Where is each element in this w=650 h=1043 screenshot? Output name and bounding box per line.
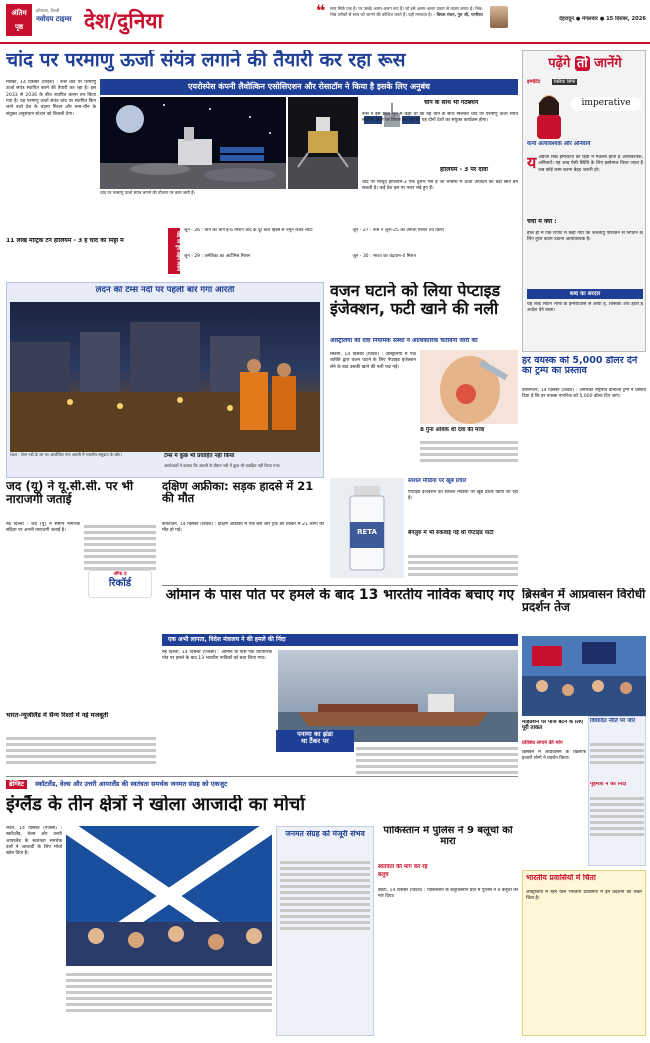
timeline-item: जून - 29 : अमेरिका का आर्टेमिस मिशन — [184, 253, 251, 259]
dose-subhead: 8 गुना अधिक थी दवा की मात्रा — [420, 427, 485, 433]
brexit-tag: ब्रेग्जिट — [6, 780, 27, 789]
daily-quote: सत्य सिर्फ एक है। पर उसके अलग-अलग रूप हैं। जो इसे अलग-अलग प्रकार से व्यक्त करता है। भिन्न-भिन्न तरीकों से सत्य को जानने की कोशिश करते हैं। यही मानवता है। - विचार मंथन, गुरु जी, पानीपत — [330, 6, 484, 17]
lead-caption: चांद पर परमाणु ऊर्जा संयंत्र लगाने की योजना पर काम जारी है। — [100, 190, 196, 195]
pakistan-headline: पाकिस्तान में पुलिस ने 9 बलूचों को मारा — [383, 826, 513, 847]
oman-banner: एक अभी लापता, विदेश मंत्रालय ने की हमले की निंदा — [162, 634, 518, 646]
panama-box: पनामा का झंडा था टैंकर पर — [276, 730, 354, 752]
section-title: देश/दुनिया — [84, 9, 163, 33]
timeline-tag: चांद पर हुए अहम मिशन — [168, 228, 180, 274]
brand-small: हरियाणा, दिल्ली — [36, 8, 60, 13]
brisbane-body: ब्रिसबेन में आप्रवासन के खिलाफ हजारों लोगों ने प्रदर्शन किया। — [522, 750, 586, 762]
lead-headline: चांद पर परमाणु ऊर्जा संयंत्र लगाने की तैयारी कर रहा रूस — [6, 50, 406, 71]
lead-body: मॉस्को, 14 दिसंबर (विदेश) : रूस चांद पर परमाणु ऊर्जा संयंत्र स्थापित करने की तैयारी कर रहा है। इस 2033 से 2036 के बीच स्थापित करना तय किया गया है। यह परमाणु ऊर्जा संयंत्र चांद पर स्थापित किए जाने वाले देश के चंद्रमा मिशन और रूस-चीन के संयुक्त अनुसंधान स्टेशन को बिजली देगा। — [6, 80, 96, 117]
oman-body-more — [356, 744, 518, 784]
baloch-tag: स्वतंत्रता की मांग कर रहे बलूच — [378, 864, 428, 878]
nz-headline: भारत-न्यूजीलैंड में सैन्य रिश्तों में नई मजबूती — [6, 712, 109, 719]
woman-illustration — [529, 91, 569, 139]
sidebar-box — [522, 50, 646, 352]
china-subhead: चीन के साथ भी गठबंधन — [424, 100, 479, 106]
safrica-body: केपटाउन, 14 दिसंबर (विदेश) : दक्षिण अफ्रीका में एक बस और ट्रक की टक्कर में 21 लोगों की मौत हो गई। — [162, 522, 324, 534]
scotland-rule — [6, 776, 518, 777]
trump-body: वॉशिंगटन, 14 दिसंबर (विदेश) : अमेरिकी राष्ट्रपति डोनाल्ड ट्रम्प ने प्रस्ताव दिया है कि हर वयस्क नागरिक को 5,000 डॉलर दिए जाएं। — [522, 388, 646, 400]
timeline-item: जून - 26 : चीन का चांग'ई-6 मिशन चांद के दूर वाले हिस्से से नमूने लेकर लौटा — [184, 228, 313, 233]
scotland-body: लंदन, 14 दिसंबर (एजेंसी) : स्कॉटलैंड, वेल्स और उत्तरी आयरलैंड के स्वतंत्रता समर्थक दलों ने आजादी के लिए मोर्चा खोल दिया है। — [6, 826, 62, 857]
aarti-caption: लंदन : टेम्स नदी के तट पर आयोजित गंगा आरती में भारतीय समुदाय के लोग। — [10, 452, 122, 457]
injection-image — [420, 350, 518, 424]
word-box-head: शब्द का सरदार — [527, 289, 643, 299]
page-badge: अंतिम पृष्ठ — [6, 4, 32, 36]
why-body: हाल ही में एक रिपोर्ट में कहा गया कि जलवायु परिवर्तन से निपटने के लिए तुरंत कदम उठाना अत्यावश्यक है। — [527, 231, 643, 243]
minister-head: गृहमंत्री ने की निंदा — [590, 782, 627, 787]
policy-body — [590, 740, 644, 778]
thames-headline: लंदन की टेम्स नदी पर पहली बार गंगा आरती — [95, 286, 235, 295]
brand-name: नवोदय टाइम्स — [36, 15, 72, 24]
brisbane-photo — [522, 636, 646, 716]
migration-sub: प्रतिबंध लगाने की मांग — [522, 740, 563, 746]
dose-body — [420, 438, 518, 468]
bengaluru-body — [408, 552, 518, 582]
author-photo — [490, 6, 508, 28]
diaspora-headline: भारतीय प्रवासियों में चिंता — [526, 874, 596, 882]
trump-headline: हर वयस्क को 5,000 डॉलर देने का ट्रम्प का प्रस्ताव — [522, 356, 638, 377]
referendum-head: जनमत संग्रह को मंजूरी संभव — [285, 830, 365, 838]
imperative-word: imperative — [571, 97, 641, 111]
bengaluru-subhead: बेंगलुरु में भी रुकवाई गई थी पेप्टाइड पार्टी — [408, 530, 494, 536]
scotland-kicker: ब्रेग्जिट स्कॉटलैंड, वेल्स और उत्तरी आयरलैंड की स्वतंत्रता समर्थक जनमत संग्रह को एकजुट — [6, 780, 518, 792]
peptide-subhead: ऑस्ट्रेलिया की दवा नियामक संस्था ने आधिकारिक चेतावनी जारी की — [330, 338, 478, 344]
helium-subhead: हीलियम - 3 पर दावा — [440, 167, 488, 173]
lead-subhead: एयरोस्पेस कंपनी लैवोत्किन एसोसिएशन और रोसाटॉम ने किया है इसके लिए अनुबंध — [100, 79, 518, 95]
safrica-headline: दक्षिण अफ्रीका: सड़क हादसे में 21 की मौत — [162, 480, 314, 506]
migration-head: माइग्रेशन पर पॉज बटन के लिए पूरी ताकत — [522, 720, 584, 731]
timeline-item: जून - 27 : रूस ने लूना-25 का अगला मिशन तय किया — [352, 228, 444, 233]
thames-body: आयोजकों ने बताया कि आरती के दौरान नदी में कुछ भी प्रवाहित नहीं किया गया। — [164, 463, 281, 468]
jdu-body: नई दिल्ली : जद (यू) ने समान नागरिक संहिता पर अपनी नाराजगी जताई है। — [6, 522, 80, 534]
thames-subhead: टेम्स में कुछ भी प्रवाहित नहीं किया — [164, 453, 235, 459]
timeline-list — [184, 228, 518, 276]
jdu-body-col2 — [84, 522, 156, 708]
helium-body: चांद पर मौजूद हीलियम-3 एक दुर्लभ गैस है जो भविष्य में ऊर्जा उत्पादन का बड़ा स्रोत बन सकती है। कई देश इस पर नजर रखे हुए हैं। — [362, 180, 518, 192]
why-subhead: चर्चा में क्यों : — [527, 219, 557, 225]
referendum-body — [280, 858, 370, 1034]
sidebar-meaning: यानी अत्यावश्यक और अनिवार्य — [527, 141, 591, 147]
sidebar-sub: इम्पॉर्टेंट क्लिक सिर्फ — [527, 79, 576, 85]
minister-body — [590, 794, 644, 864]
oman-headline: ओमान के पास पोत पर हमले के बाद 13 भारतीय नाविक बचाए गए — [165, 588, 515, 603]
aarti-photo — [10, 302, 320, 452]
policy-head: विवादित नीति पर जोर — [590, 718, 636, 724]
reta-vial-image — [330, 478, 404, 578]
tanker-image — [278, 650, 518, 742]
nz-body — [6, 734, 156, 770]
oman-body: नई दिल्ली, 14 दिसंबर (एजेंसी) : ओमान के पास एक व्यापारिक पोत पर हमले के बाद 13 भारतीय नाविकों को बचा लिया गया। — [162, 650, 272, 662]
china-body: रूस ने इस साल जून में कहा था कि वह चीन के साथ मिलकर चांद पर परमाणु ऊर्जा संयंत्र स्थापित करने पर विचार कर रहा है। यह दोनों देशों का संयुक्त कार्यक्रम होगा। — [362, 112, 518, 124]
moon-station-image — [100, 97, 286, 189]
brand-block — [36, 8, 80, 36]
social-tag: सोशल मीडिया पर खूब प्रचार — [408, 478, 467, 484]
vial-label: RETA — [357, 528, 377, 536]
masthead — [0, 0, 650, 44]
word-box-body: यह शब्द लैटिन भाषा के इम्पेरेटिवस से आया है, जिसका अर्थ होता है आदेश देने वाला। — [527, 302, 643, 314]
lander-image — [288, 97, 358, 189]
brisbane-headline: ब्रिसबेन में आप्रवासन विरोधी प्रदर्शन तेज — [522, 588, 646, 614]
peptide-headline: वजन घटाने को लिया पेप्टाइड इंजेक्शन, फटी खाने की नली — [330, 282, 501, 318]
sidebar-body: य अंग्रेजी शब्द इम्पेरेटिव का हिंदी में मतलब होता है अत्यावश्यक, अनिवार्य। यह शब्द ऐसी स्थिति के लिए इस्तेमाल किया जाता है जब कोई काम करना बेहद जरूरी हो। — [527, 155, 643, 173]
sidebar-title: पढ़ेंगे तो जानेंगे — [548, 56, 622, 71]
jdu-headline: जद (यू) ने यू.सी.सी. पर भी नाराजगी जताई — [6, 480, 134, 506]
quote-mark-icon: ❝ — [316, 4, 326, 18]
scotland-body-more — [66, 970, 272, 1036]
oman-rule — [162, 585, 518, 586]
saltire-rally-photo — [66, 826, 272, 966]
timeline-item: जून - 30 : भारत का चंद्रयान-4 मिशन — [352, 253, 416, 259]
pakistan-body: क्वेटा, 14 दिसंबर (विदेश) : पाकिस्तान के बलूचिस्तान प्रांत में पुलिस ने 9 बलूचों को मार दिया। — [378, 888, 518, 900]
helium-fact: 11 लाख मीट्रिक टन हीलियम - 3 है चांद की मिट्टी में — [6, 238, 124, 244]
peptide-body: सिडनी, 14 दिसंबर (विदेश) : ऑस्ट्रेलिया में एक व्यक्ति द्वारा वजन घटाने के लिए पेप्टाइड इंजेक्शन लेने के बाद उसकी खाने की नली फट गई। — [330, 352, 416, 370]
diaspora-body: ऑस्ट्रेलिया में रहने वाले भारतीय प्रवासियों में इन प्रदर्शनों को लेकर चिंता है। — [526, 890, 642, 902]
off-record-badge: ऑफ द रिकॉर्ड — [88, 570, 152, 598]
scotland-headline: इंग्लैंड के तीन क्षेत्रों ने खोला आजादी का मोर्चा — [6, 795, 305, 815]
social-body: पेप्टाइड इंजेक्शन का सोशल मीडिया पर खूब प्रचार किया जा रहा है। — [408, 490, 518, 502]
dateline: देहरादून ● मंगलवार ● 15 दिसंबर, 2026 — [559, 16, 646, 22]
